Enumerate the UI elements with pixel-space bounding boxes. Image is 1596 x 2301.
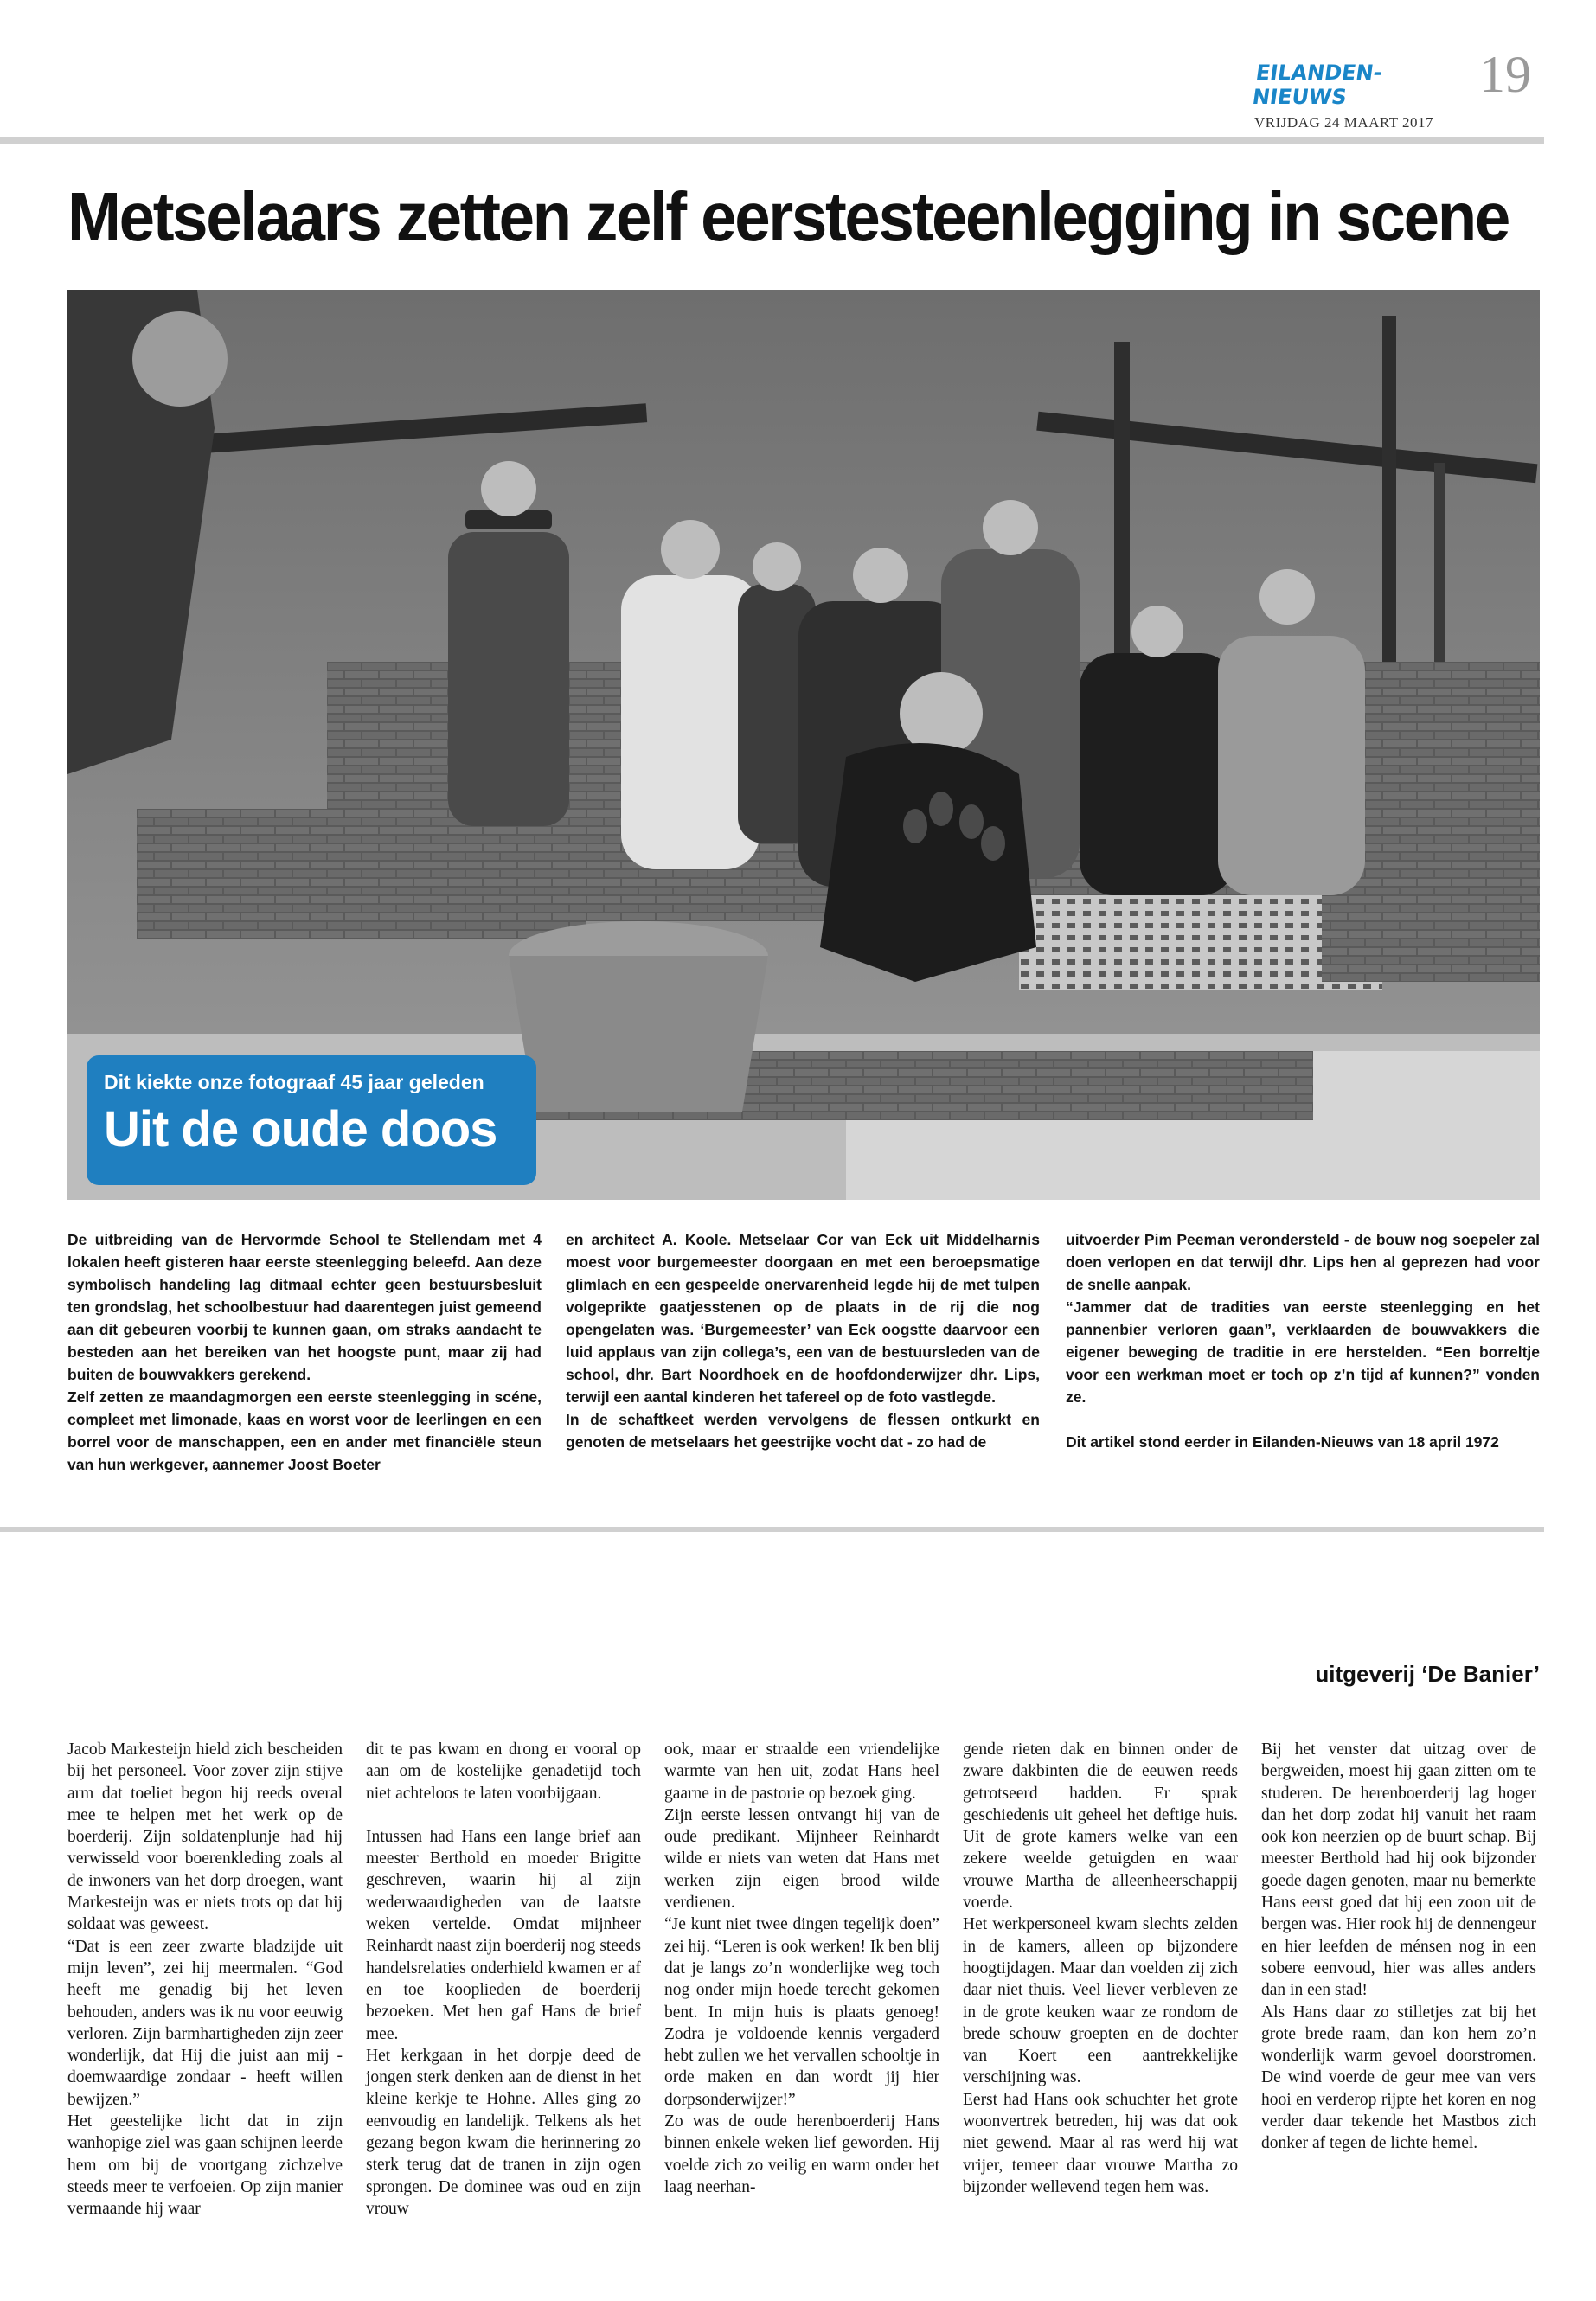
paragraph: Jacob Markesteijn hield zich bescheiden bij het personeel. Voor zover zijn stijve arm dat toeliet begon hij reeds overal mee te helpen met het werk op de boerderij. Zijn soldatenplunje had hij verwisseld voor boerenkleding zoals al de inwoners van het dorp droegen, want Markesteijn was er niets trots op dat hij soldaat was geweest.	[67, 1740, 343, 1934]
paragraph: en architect A. Koole. Metselaar Cor van Eck uit Middelharnis moest voor burgemeester doorgaan en met een beroepsmatige glimlach en een gespeelde onervarenheid legde hij de met tulpen volgeprikte gaatjesstenen op de plaats in de rij die nog opengelaten was. ‘Burgemeester’ van Eck oogstte daarvoor een luid applaus van zijn collega’s, een van de bestuursleden van de school, dhr. Bart Noordhoek en de hoofdonderwijzer dhr. Lips, terwijl een aantal kinderen het tafereel op de foto vastlegde.	[566, 1231, 1040, 1406]
serial-column-5	[1261, 1739, 1536, 2155]
paragraph: Eerst had Hans ook schuchter het grote woonvertrek betreden, hij was dat ook niet gewend. Maar al ras werd hij wat vrijer, temeer daar vrouwe Martha zo bijzonder wellevend tegen hem was.	[963, 2090, 1238, 2196]
paragraph: “Je kunt niet twee dingen tegelijk doen” zei hij. “Leren is ook werken! Ik ben blij dat je langs zo’n wonderlijke weg toch nog onder mijn hoede terecht gekomen bent. In mijn huis is plaats genoeg! Zodra je voldoende kennis vergaderd hebt zullen we het vervallen schooltje in orde maken en dan wordt jij hier dorpsonderwijzer!”	[664, 1915, 939, 2109]
paragraph: Zelf zetten ze maandagmorgen een eerste steenlegging in scéne, compleet met limonade, kaas en worst voor de leerlingen en een borrel voor de manschappen, een en ander met financiële steun van hun werkgever, aannemer Joost Boeter	[67, 1388, 542, 1473]
paragraph: dit te pas kwam en drong er vooral op aan om de kostelijke genadetijd toch niet achteloos te laten voorbijgaan.	[366, 1740, 641, 1803]
series-title: Uit de oude doos	[104, 1101, 497, 1157]
serial-column-2	[366, 1739, 641, 2220]
article-source-note: Dit artikel stond eerder in Eilanden-Nieuws van 18 april 1972	[1066, 1433, 1499, 1451]
article-headline: Metselaars zetten zelf eerstesteenlegging in scene	[67, 178, 1509, 255]
paragraph: Het kerkgaan in het dorpje deed de jongen sterk denken aan de dienst in het kleine kerkje te Hohne. Alles ging zo eenvoudig en landelijk. Telkens als het gezang begon kwam die herinnering zo sterk terug dat de tranen in zijn ogen sprongen. De dominee was oud en zijn vrouw	[366, 2046, 641, 2218]
publisher-credit: uitgeverij ‘De Banier’	[1315, 1661, 1540, 1687]
paragraph	[366, 1804, 641, 1826]
article-column-1	[67, 1228, 542, 1476]
newspaper-logo: EILANDEN-NIEUWS	[1251, 61, 1384, 109]
paragraph: In de schaftkeet werden vervolgens de flessen ontkurkt en genoten de metselaars het geestrijke vocht dat - zo had de	[566, 1411, 1040, 1451]
paragraph: Zo was de oude herenboerderij Hans binnen enkele weken lief geworden. Hij voelde zich zo veilig en warm onder het laag neerhan-	[664, 2112, 939, 2196]
article-column-2	[566, 1228, 1040, 1453]
series-caption-box	[87, 1055, 536, 1185]
masthead	[1251, 61, 1462, 131]
top-divider	[0, 137, 1544, 144]
issue-date: VRIJDAG 24 MAART 2017	[1254, 114, 1434, 131]
paragraph: Zijn eerste lessen ontvangt hij van de oude predikant. Mijnheer Reinhardt wilde er niets van weten dat Hans met werken zijn eigen brood wilde verdienen.	[664, 1805, 939, 1913]
caption-kicker: Dit kiekte onze fotograaf 45 jaar geleden	[104, 1071, 484, 1093]
paragraph: ook, maar er straalde een vriendelijke warmte van hen uit, zodat Hans heel gaarne in de pastorie op bezoek ging.	[664, 1740, 939, 1803]
paragraph: Als Hans daar zo stilletjes zat bij het grote brede raam, dan kon hem zo’n wonderlijk warm gevoel doorstromen. De wind voerde de geur mee van vers hooi en verderop rijpte het koren en nog verder daar tekende het Mastbos zich donker af tegen de lichte hemel.	[1261, 2003, 1536, 2153]
paragraph: uitvoerder Pim Peeman verondersteld - de bouw nog soepeler zal doen verlopen en dat terwijl dhr. Lips hen al geprezen had voor de snelle aanpak.	[1066, 1231, 1540, 1293]
paragraph	[1066, 1408, 1540, 1431]
paragraph: De uitbreiding van de Hervormde School te Stellendam met 4 lokalen heeft gisteren haar eerste steenlegging beleefd. Aan deze symbolisch handeling lag ditmaal echter geen bestuursbesluit ten grondslag, het schoolbestuur had daarentegen juist gemeend aan dit gebeuren voorbij te kunnen gaan, om straks aandacht te besteden aan het bereiken van het hoogste punt, maar zij had buiten de bouwvakkers gerekend.	[67, 1231, 542, 1383]
serial-column-4	[963, 1739, 1238, 2198]
serial-column-1	[67, 1739, 343, 2221]
serial-column-3	[664, 1739, 939, 2198]
paragraph: Het werkpersoneel kwam slechts zelden in de kamers, alleen op bijzondere hoogtijdagen. Maar dan voelden zij zich daar niet thuis. Veel liever verbleven ze in de grote keuken waar ze rondom de brede schouw groepten en de dochter van Koert een aantrekkelijke verschijning was.	[963, 1915, 1238, 2087]
paragraph: “Dat is een zeer zwarte bladzijde uit mijn leven”, zei hij meermalen. “God heeft me genadig bij het leven behouden, anders was ik nu voor eeuwig verloren. Zijn barmhartigheden zijn zeer wonderlijk, dat Hij die juist aan mij - doemwaardige zondaar - heeft willen bewijzen.”	[67, 1937, 343, 2109]
page-number: 19	[1479, 46, 1531, 103]
paragraph: gende rieten dak en binnen onder de zware dakbinten die de eeuwen reeds getrotseerd hadden. Er sprak geschiedenis uit geheel het deftige huis. Uit de grote kamers welke van een zekere weelde getuigden en waar vrouwe Martha de alleenheerschappij voerde.	[963, 1740, 1238, 1913]
paragraph: Het geestelijke licht dat in zijn wanhopige ziel was gaan schijnen leerde hem om bij de voortgang zichzelve steeds meer te verfoeien. Op zijn manier vermaande hij waar	[67, 2112, 343, 2219]
paragraph: “Jammer dat de tradities van eerste steenlegging en het pannenbier verloren gaan”, verklaarden de bouwvakkers die eigener beweging de traditie in ere herstelden. “Een borreltje voor een werkman moet er toch op z’n tijd af kunnen?” vonden ze.	[1066, 1298, 1540, 1406]
article-column-3	[1066, 1228, 1540, 1453]
paragraph: Intussen had Hans een lange brief aan meester Berthold en moeder Brigitte geschreven, waarin hij al zijn wederwaardigheden van de laatste weken vertelde. Omdat mijnheer Reinhardt naast zijn boerderij nog steeds handelsrelaties onderhield kwamen er af en toe kooplieden de boerderij bezoeken. Met hen gaf Hans de brief mee.	[366, 1827, 641, 2043]
paragraph: Bij het venster dat uitzag over de bergweiden, moest hij gaan zitten om te studeren. De herenboerderij lag hoger dan het dorp zodat hij vanuit het raam ook kon neerzien op de buurt schap. Bij meester Berthold had hij ook bijzonder goede dagen genoten, maar nu bemerkte Hans eerst goed dat hij een zoon uit de bergen was. Hier rook hij de dennengeur en hier leefden de ménsen nog in een sobere eenvoud, hier was alles anders dan in een stad!	[1261, 1740, 1536, 2000]
section-divider	[0, 1527, 1544, 1532]
